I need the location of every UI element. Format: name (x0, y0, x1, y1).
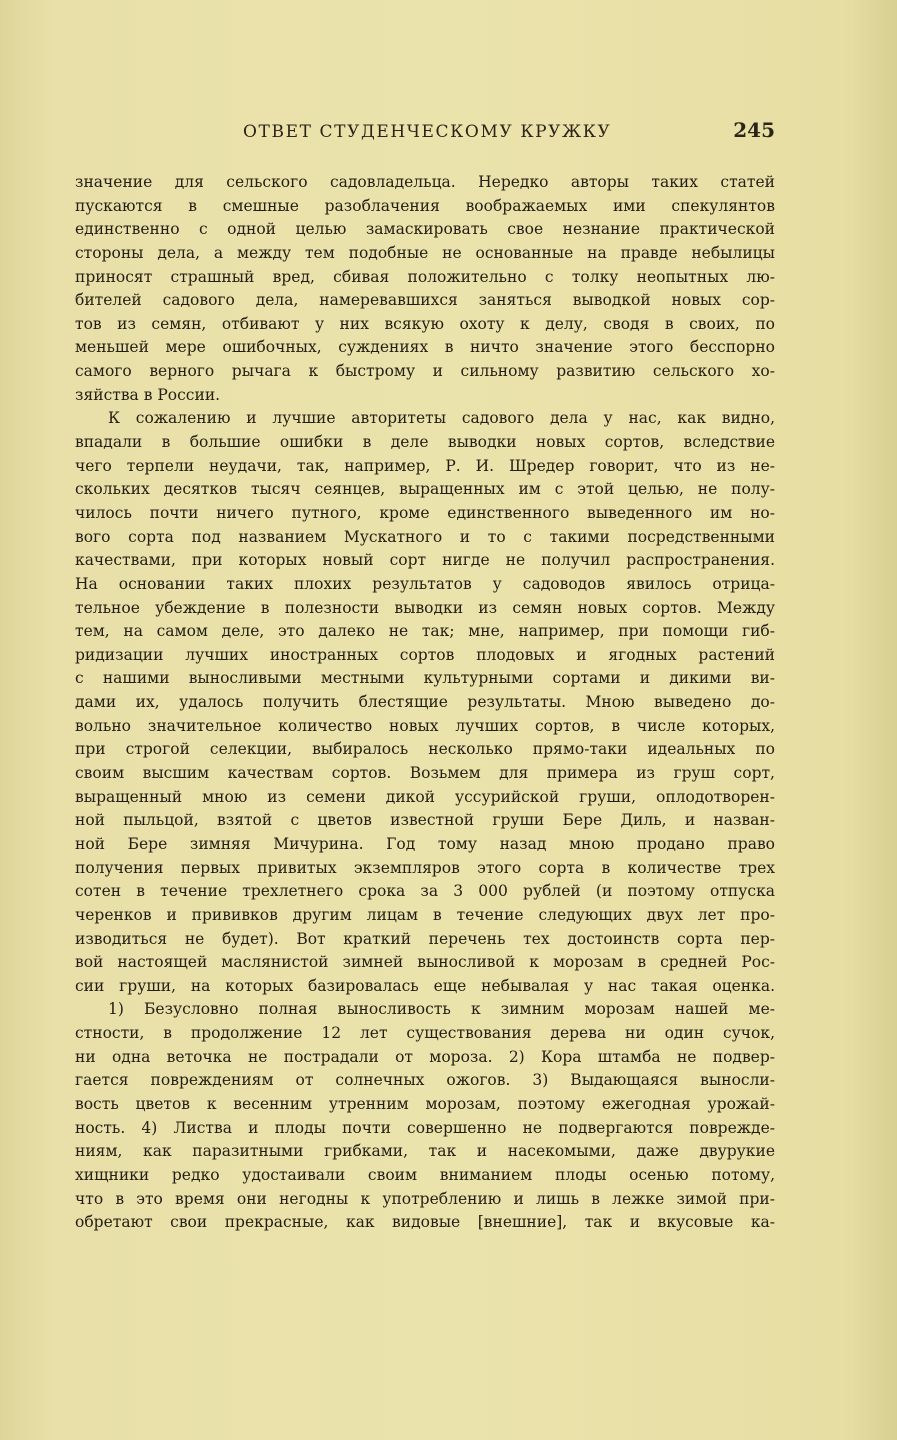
text-line: своим высшим качествам сортов. Возьмем для примера из груш сорт, (75, 764, 775, 783)
text-line: черенков и прививков другим лицам в течение следующих двух лет про- (75, 905, 775, 924)
text-line: вой настоящей маслянистой зимней выносливой к морозам в средней Рос- (75, 953, 775, 972)
page-number: 245 (733, 118, 775, 142)
text-line: хищники редко удостаивали своим вниманием плоды осенью потому, (75, 1165, 775, 1184)
text-line: сии груши, на которых базировалась еще небывалая у нас такая оценка. (75, 976, 775, 995)
text-line: тов из семян, отбивают у них всякую охоту к делу, сводя в своих, по (75, 314, 775, 333)
text-line: На основании таких плохих результатов у садоводов явилось отрица- (75, 574, 775, 593)
text-line: вость цветов к весенним утренним морозам, поэтому ежегодная урожай- (75, 1094, 775, 1113)
text-line: единственно с одной целью замаскировать свое незнание практической (75, 220, 775, 239)
text-line: ность. 4) Листва и плоды почти совершенно не подвергаются поврежде- (75, 1118, 775, 1137)
text-line: изводиться не будет). Вот краткий перечень тех достоинств сорта пер- (75, 929, 775, 948)
text-line: тем, на самом деле, это далеко не так; мне, например, при помощи гиб- (75, 622, 775, 641)
text-line: ной пыльцой, взятой с цветов известной груши Бере Диль, и назван- (75, 811, 775, 830)
text-line: скольких десятков тысяч сеянцев, выращенных им с этой целью, не полу- (75, 480, 775, 499)
body-text (75, 171, 775, 1235)
text-line: зяйства в России. (75, 385, 221, 404)
running-title: ОТВЕТ СТУДЕНЧЕСКОМУ КРУЖКУ (243, 122, 612, 142)
text-line: выращенный мною из семени дикой уссурийской груши, оплодотворен- (75, 787, 775, 806)
text-line: самого верного рычага к быстрому и сильному развитию сельского хо- (75, 362, 775, 381)
text-line: стороны дела, а между тем подобные не основанные на правде небылицы (75, 243, 775, 262)
text-line: что в это время они негодны к употреблению и лишь в лежке зимой при- (75, 1189, 775, 1208)
text-line: ридизации лучших иностранных сортов плодовых и ягодных растений (75, 645, 775, 664)
text-line: качествами, при которых новый сорт нигде не получил распространения. (75, 551, 775, 570)
text-line: чилось почти ничего путного, кроме единственного выведенного им но- (75, 503, 775, 522)
text-line: с нашими выносливыми местными культурными сортами и дикими ви- (75, 669, 775, 688)
text-line: дами их, удалось получить блестящие результаты. Мною выведено до- (75, 693, 775, 712)
text-line: получения первых привитых экземпляров этого сорта в количестве трех (75, 858, 775, 877)
text-line: гается повреждениям от солнечных ожогов. 3) Выдающаяся выносли- (75, 1071, 775, 1090)
text-line: вого сорта под названием Мускатного и то с такими посредственными (75, 527, 775, 546)
text-line: стности, в продолжение 12 лет существования дерева ни один сучок, (75, 1024, 775, 1043)
text-line: меньшей мере ошибочных, суждениях в ничто значение этого бесспорно (75, 338, 775, 357)
text-line: приносят страшный вред, сбивая положительно с толку неопытных лю- (75, 267, 775, 286)
text-line: при строгой селекции, выбиралось несколько прямо-таки идеальных по (75, 740, 775, 759)
text-line: тельное убеждение в полезности выводки из семян новых сортов. Между (75, 598, 775, 617)
paragraph-first-line: 1) Безусловно полная выносливость к зимним морозам нашей ме- (108, 1000, 775, 1019)
text-line: ной Бере зимняя Мичурина. Год тому назад мною продано право (75, 834, 775, 853)
text-line: впадали в большие ошибки в деле выводки новых сортов, вследствие (75, 433, 775, 452)
paragraph-first-line: К сожалению и лучшие авторитеты садового дела у нас, как видно, (108, 409, 775, 428)
text-line: сотен в течение трехлетнего срока за 3 000 рублей (и поэтому отпуска (75, 882, 775, 901)
text-line: ниям, как паразитными грибками, так и насекомыми, даже двурукие (75, 1142, 775, 1161)
text-line: вольно значительное количество новых лучших сортов, в числе которых, (75, 716, 775, 735)
text-line: ни одна веточка не пострадали от мороза. 2) Кора штамба не подвер- (75, 1047, 775, 1066)
text-line: пускаются в смешные разоблачения воображаемых ими спекулянтов (75, 196, 775, 215)
text-line: чего терпели неудачи, так, например, Р. И. Шредер говорит, что из не- (75, 456, 775, 475)
text-line: значение для сельского садовладельца. Нередко авторы таких статей (75, 173, 775, 191)
page-header (75, 118, 775, 148)
text-line: обретают свои прекрасные, как видовые [внешние], так и вкусовые ка- (75, 1213, 775, 1232)
text-line: бителей садового дела, намеревавшихся заняться выводкой новых сор- (75, 291, 775, 310)
